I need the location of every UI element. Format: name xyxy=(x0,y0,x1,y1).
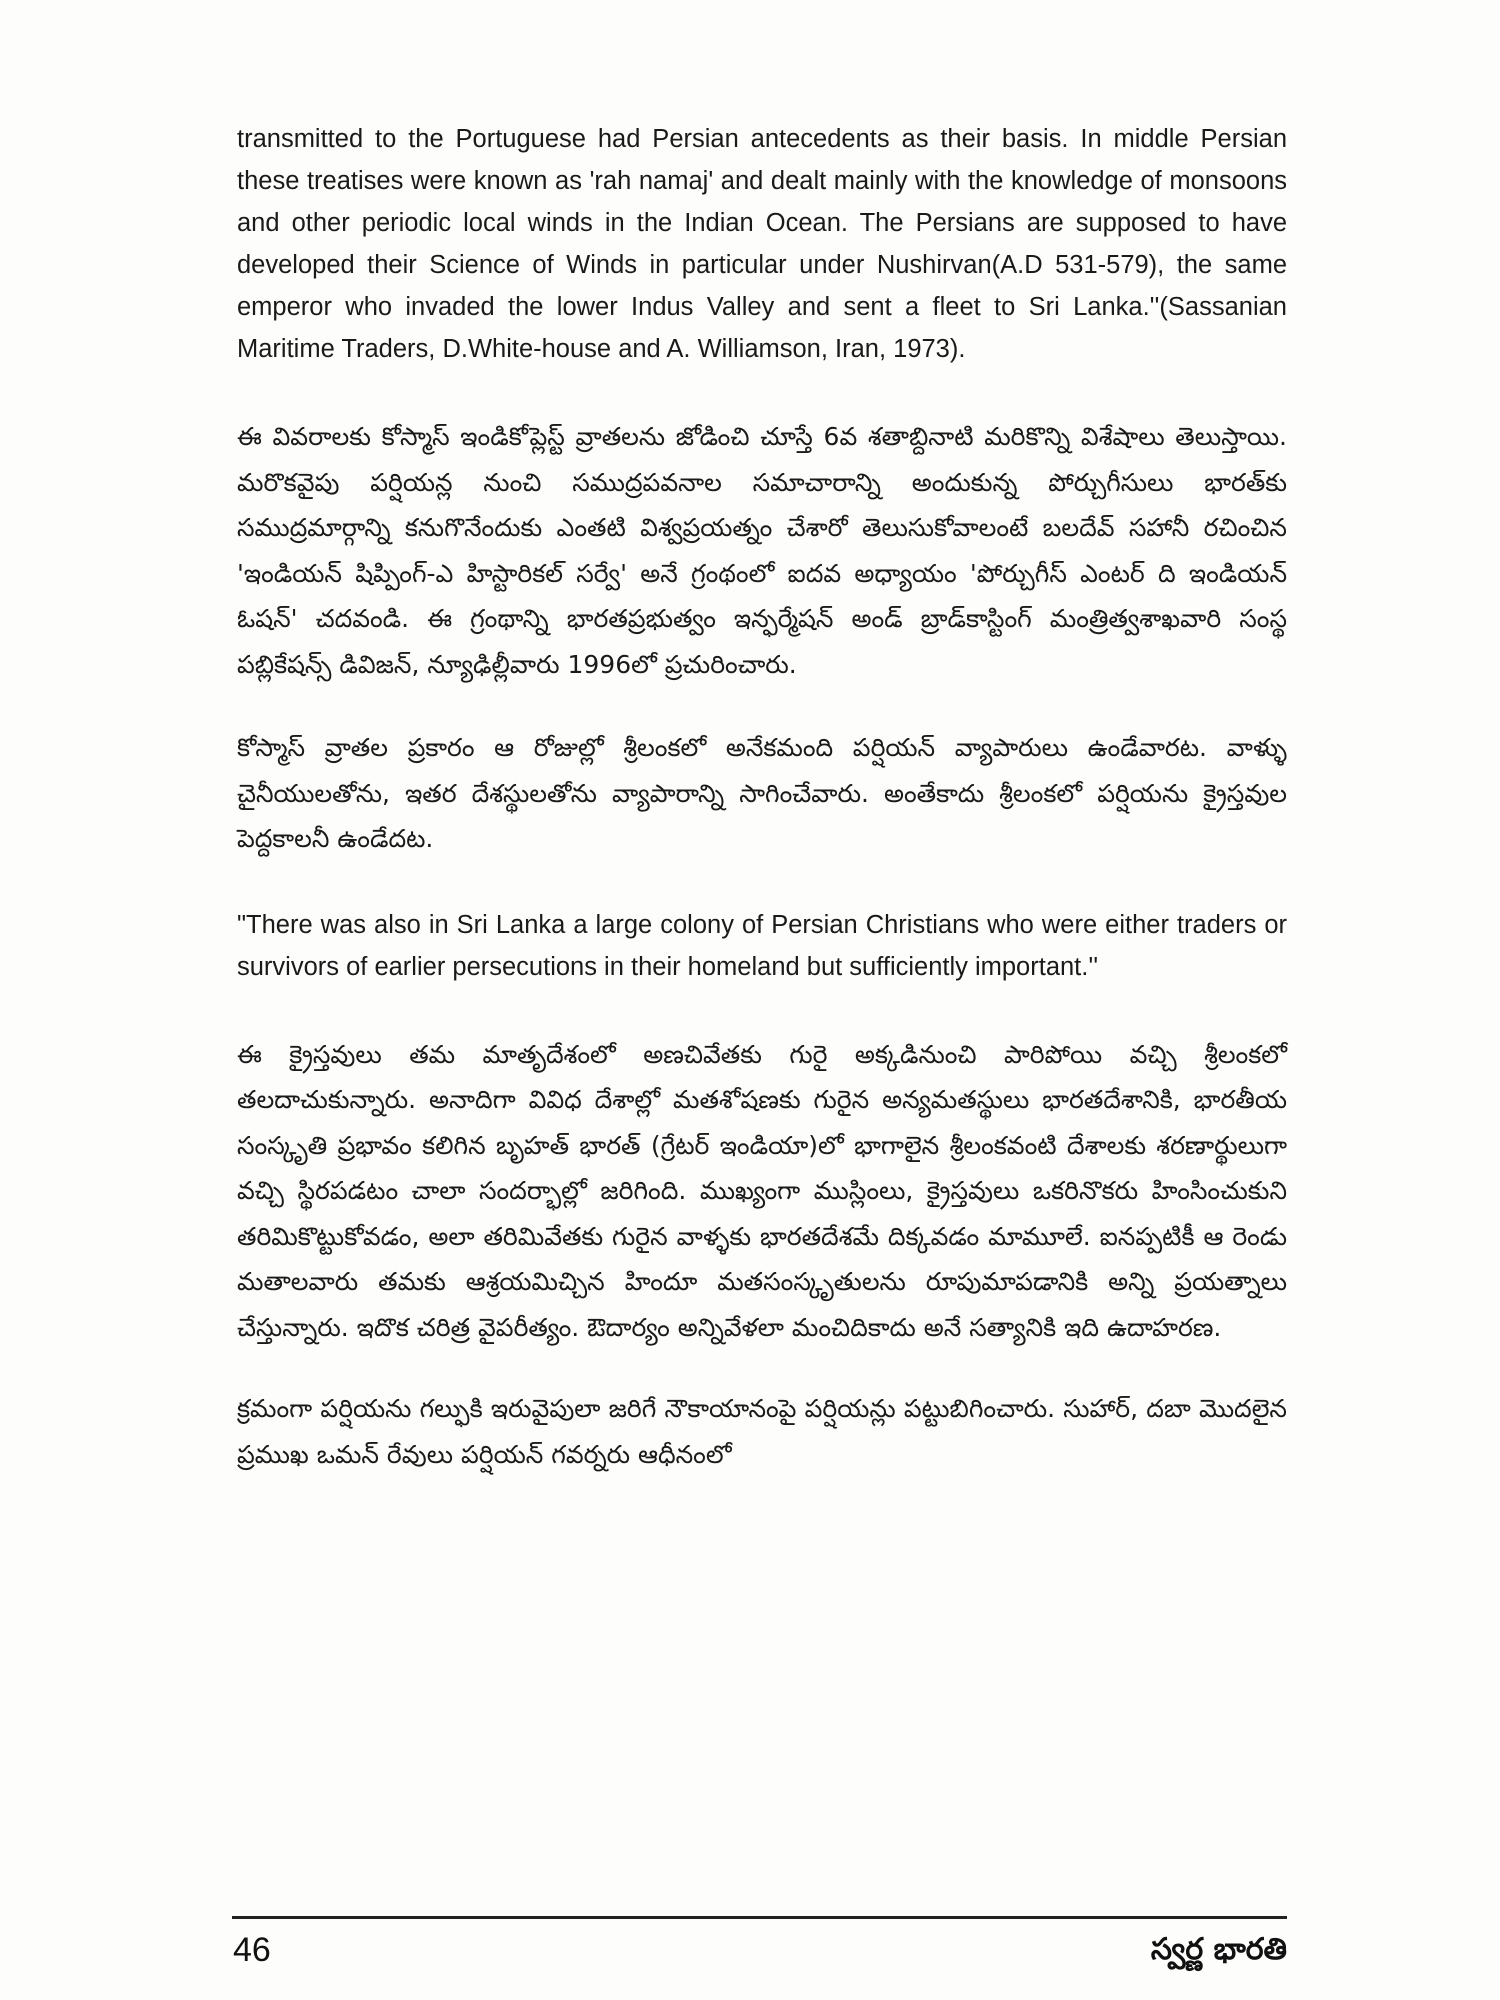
page-number: 46 xyxy=(233,1931,271,1969)
telugu-paragraph-refugees: ఈ క్రైస్తవులు తమ మాతృదేశంలో అణచివేతకు గురై అక్కడినుంచి పారిపోయి వచ్చి శ్రీలంకలో తలదాచుకున్నారు. అనాదిగా వివిధ దేశాల్లో మతశోషణకు గురైన అన్యమతస్థులు భారతదేశానికి, భారతీయ సంస్కృతి ప్రభావం కలిగిన బృహత్ భారత్ (గ్రేటర్ ఇండియా)లో భాగాలైన శ్రీలంకవంటి దేశాలకు శరణార్థులుగా వచ్చి స్థిరపడటం చాలా సందర్భాల్లో జరిగింది. ముఖ్యంగా ముస్లింలు, క్రైస్తవులు ఒకరినొకరు హింసించుకుని తరిమికొట్టుకోవడం, అలా తరిమివేతకు గురైన వాళ్ళకు భారతదేశమే దిక్కవడం మామూలే. ఐనప్పటికీ ఆ రెండు మతాలవారు తమకు ఆశ్రయమిచ్చిన హిందూ మతసంస్కృతులను రూపుమాపడానికి అన్ని ప్రయత్నాలు చేస్తున్నారు. ఇదొక చరిత్ర వైపరీత్యం. ఔదార్యం అన్నివేళలా మంచిదికాదు అనే సత్యానికి ఇది ఉదాహరణ. xyxy=(237,1039,1287,1342)
telugu-paragraph-kosmas-details: ఈ వివరాలకు కోస్మాస్ ఇండికోప్లెస్ట్ వ్రాతలను జోడించి చూస్తే 6వ శతాబ్దినాటి మరికొన్ని విశేషాలు తెలుస్తాయి. మరొకవైపు పర్షియన్ల నుంచి సముద్రపవనాల సమాచారాన్ని అందుకున్న పోర్చుగీసులు భారత్‌కు సముద్రమార్గాన్ని కనుగొనేందుకు ఎంతటి విశ్వప్రయత్నం చేశారో తెలుసుకోవాలంటే బలదేవ్ సహానీ రచించిన 'ఇండియన్ షిప్పింగ్-ఎ హిస్టారికల్ సర్వే' అనే గ్రంథంలో ఐదవ అధ్యాయం 'పోర్చుగీస్ ఎంటర్ ది ఇండియన్ ఓషన్' చదవండి. ఈ గ్రంథాన్ని భారతప్రభుత్వం ఇన్ఫర్మేషన్ అండ్ బ్రాడ్‌కాస్టింగ్ మంత్రిత్వశాఖవారి సంస్థ పబ్లికేషన్స్ డివిజన్, న్యూఢిల్లీవారు 1996లో ప్రచురించారు. xyxy=(237,422,1287,679)
telugu-paragraph-persian-traders: కోస్మాస్ వ్రాతల ప్రకారం ఆ రోజుల్లో శ్రీలంకలో అనేకమంది పర్షియన్ వ్యాపారులు ఉండేవారట. వాళ్ళు చైనీయులతోను, ఇతర దేశస్థులతోను వ్యాపారాన్ని సాగించేవారు. అంతేకాదు శ్రీలంకలో పర్షియను క్రైస్తవుల పెద్దకాలనీ ఉండేదట. xyxy=(237,733,1287,853)
journal-title: స్వర్ణ భారతి xyxy=(1150,1932,1287,1967)
telugu-paragraph-gulf-navigation: క్రమంగా పర్షియను గల్ఫుకి ఇరువైపులా జరిగే నౌకాయానంపై పర్షియన్లు పట్టుబిగించారు. సుహార్, దబా మొదలైన ప్రముఖ ఒమన్ రేవులు పర్షియన్ గవర్నరు ఆధీనంలో xyxy=(237,1394,1287,1469)
english-quote-paragraph: transmitted to the Portuguese had Persian antecedents as their basis. In middle Persian these treatises were known as 'rah namaj' and dealt mainly with the knowledge of monsoons and other periodic local winds in the Indian Ocean. The Persians are supposed to have developed their Science of Winds in particular under Nushirvan(A.D 531-579), the same emperor who invaded the lower Indus Valley and sent a fleet to Sri Lanka.''(Sassanian Maritime Traders, D.White-house and A. Williamson, Iran, 1973). xyxy=(237,125,1287,363)
footer-divider xyxy=(232,1916,1287,1919)
english-quote-persian-christians: "There was also in Sri Lanka a large colony of Persian Christians who were either traders or survivors of earlier persecutions in their homeland but sufficiently important.'' xyxy=(237,910,1287,981)
page-body xyxy=(237,118,1287,1477)
